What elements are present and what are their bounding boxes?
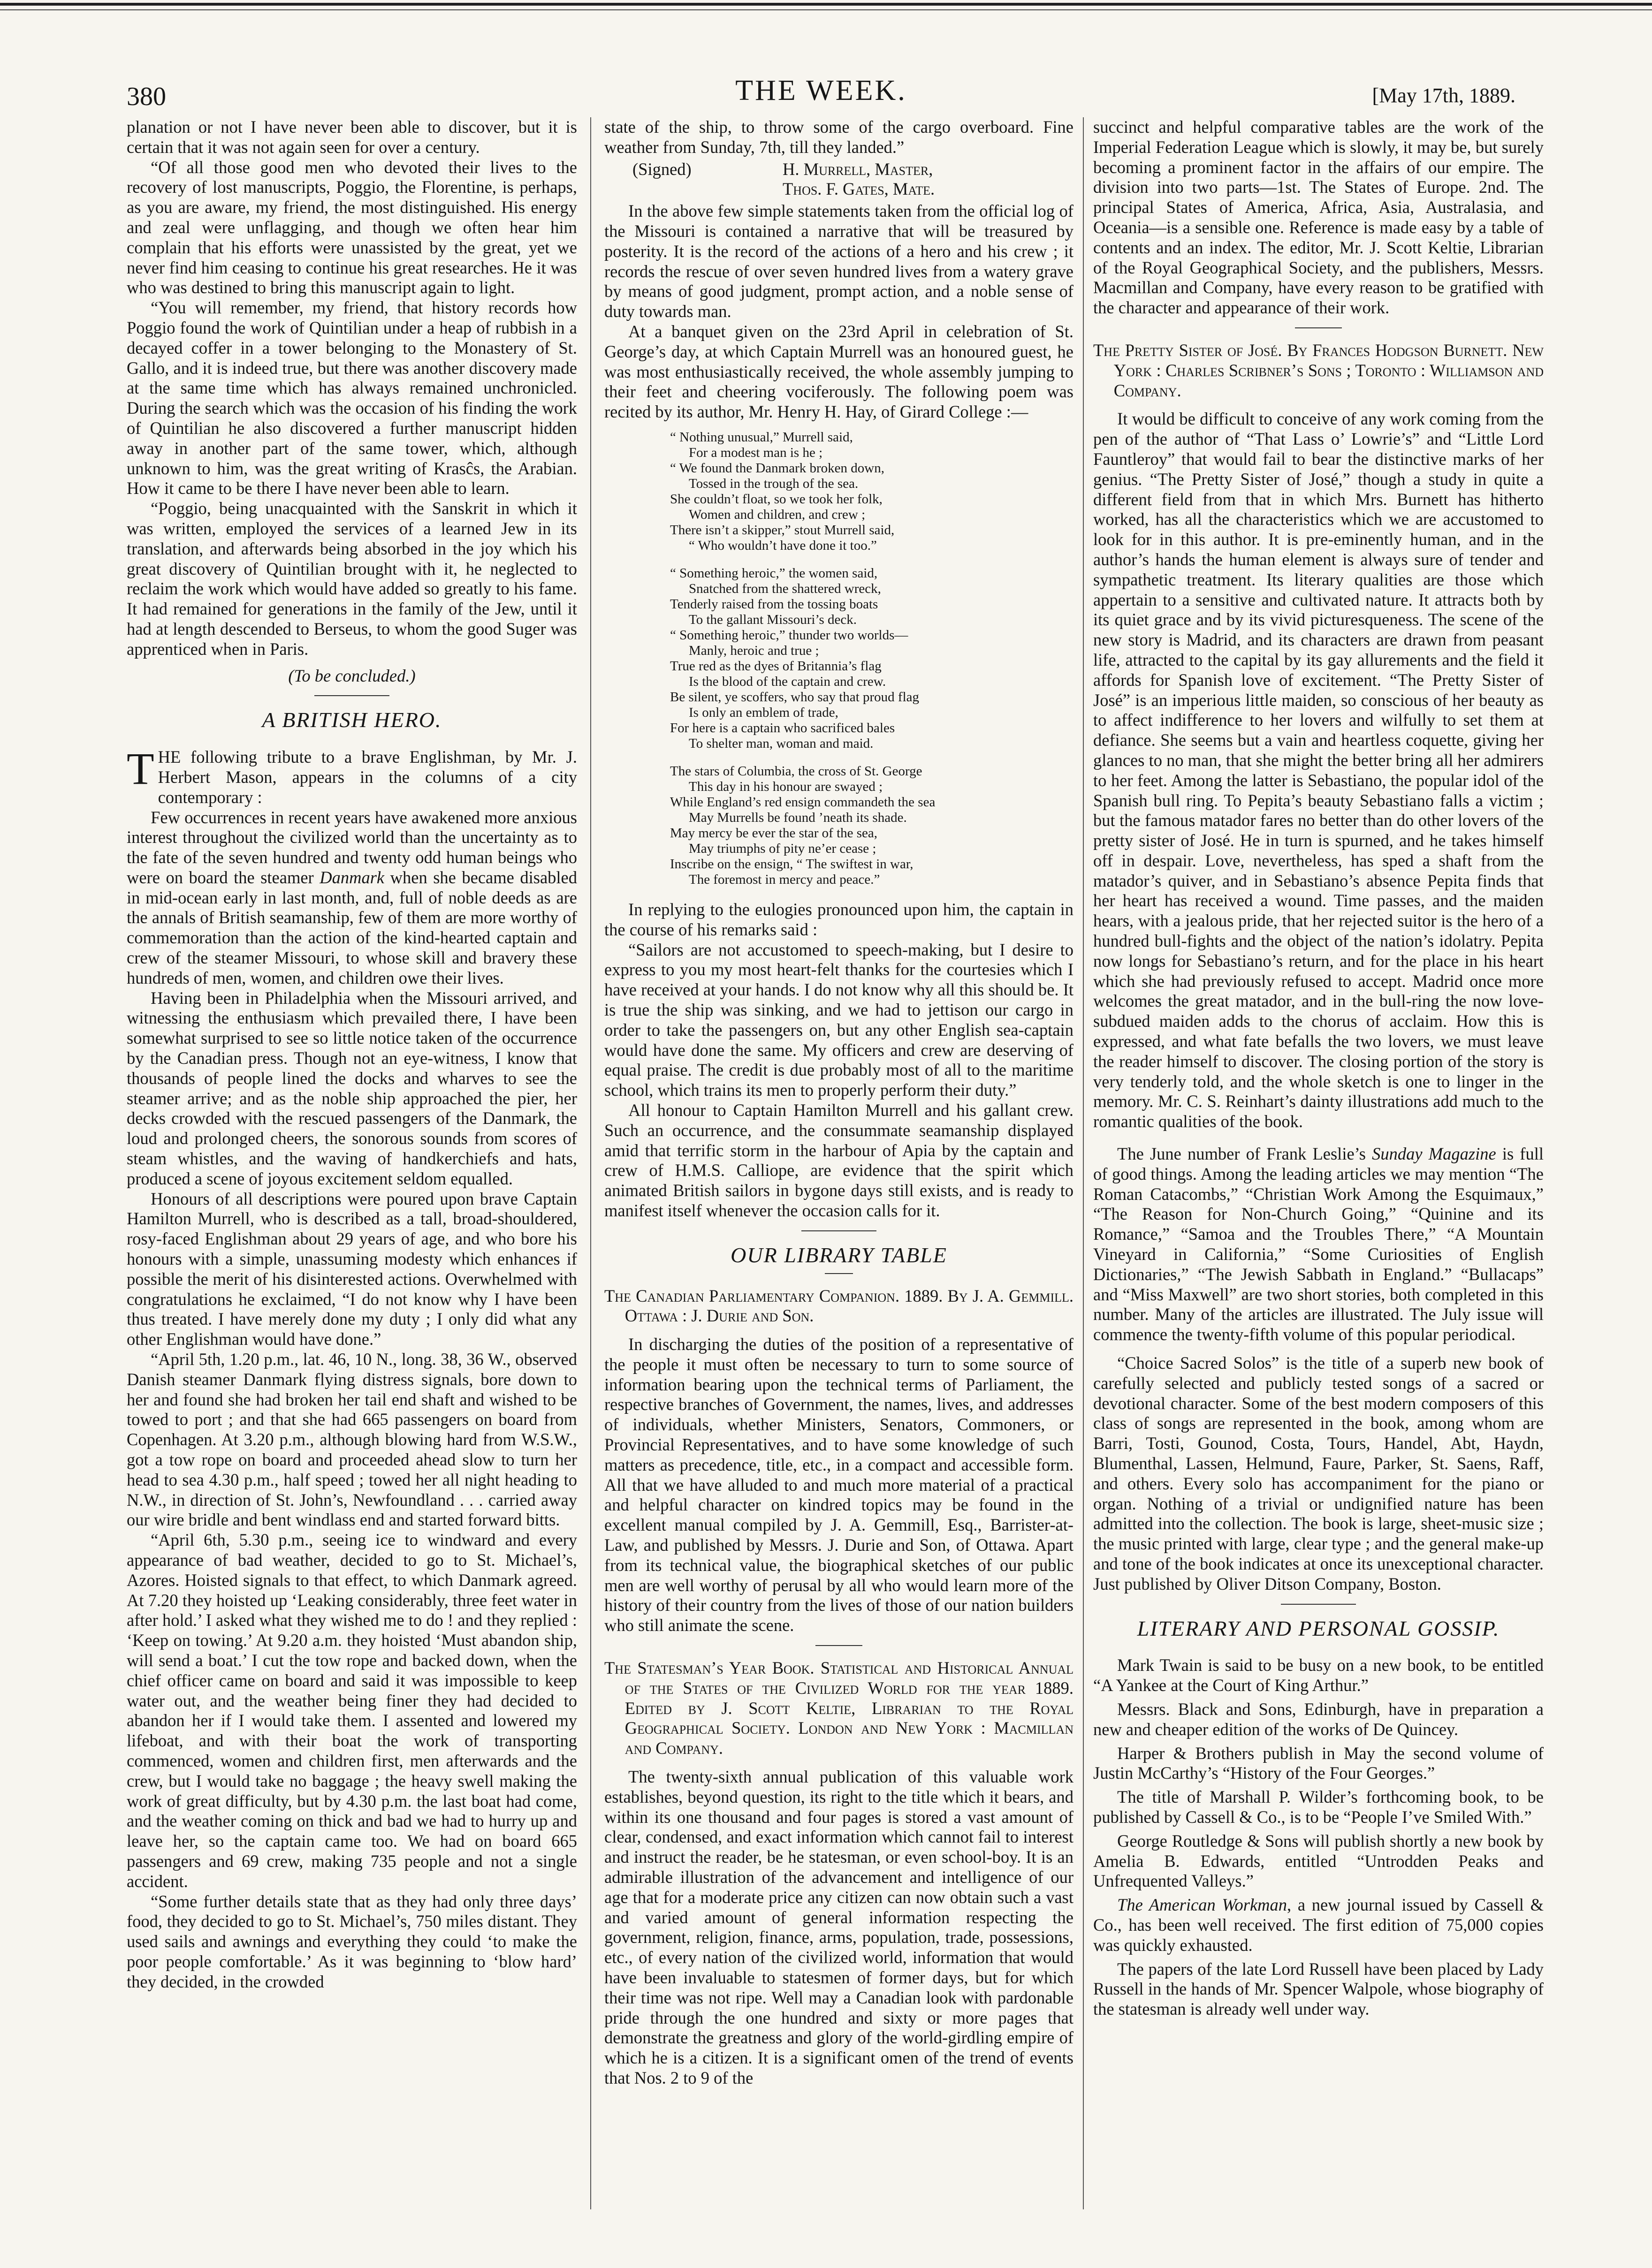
- review-divider: [815, 1645, 862, 1646]
- gossip-item: Mark Twain is said to be busy on a new book, to be entitled “A Yankee at the Court of King Arthur.”: [1093, 1655, 1544, 1695]
- paragraph: succinct and helpful comparative tables are the work of the Imperial Federation League which is slowly, it may be, but surely becoming a prominent factor in the affairs of our empire. The division into two parts—1st. The States of Europe. 2nd. The principal States of America, Africa, Asia, Australasia, and Oceania—is a sensible one. Reference is made easy by a table of contents and an index. The editor, Mr. J. Scott Keltie, Librarian of the Royal Geographical Society, and the publishers, Messrs. Macmillan and Company, have every reason to be gratified with the character and appearance of their work.: [1093, 117, 1544, 318]
- paragraph: “Sailors are not accustomed to speech-making, but I desire to express to you my most heart-felt thanks for the courtesies which I have received at your hands. I do not know why all this should be. It is true the ship was sinking, and we had to jettison our cargo in order to take the passengers on, but any other English sea-captain would have done the same. My officers and crew are deserving of equal praise. The credit is due probably most of all to the maritime school, which trains its men to properly perform their duty.”: [604, 940, 1073, 1100]
- column-divider-1: [590, 117, 591, 2209]
- book-title-entry: The Statesman’s Year Book. Statistical and Historical Annual of the States of the Civilized World for the year 1889. Edited by J. Scott Keltie, Librarian to the Royal Geographical Society. London and New York : Macmillan and Company.: [604, 1658, 1073, 1758]
- poem-line: Tenderly raised from the tossing boats: [670, 596, 878, 612]
- book-title-entry: The Canadian Parliamentary Companion. 1889. By J. A. Gemmill. Ottawa : J. Durie and Son.: [604, 1286, 1073, 1326]
- paragraph: “Choice Sacred Solos” is the title of a superb new book of carefully selected and publicly tested songs of a sacred or devotional character. Some of the best modern composers of this class of songs are represented in the book, among whom are Barri, Tosti, Gounod, Costa, Tours, Handel, Abt, Haydn, Blumenthal, Lassen, Helmund, Faure, Parker, St. Saens, Raff, and others. Every solo has accompaniment for the piano or organ. Nothing of a trivial or undignified nature has been admitted into the collection. The book is large, sheet-music size ; the music printed with large, clear type ; and the general make-up and tone of the book indicates at once its unexceptional character. Just published by Oliver Ditson Company, Boston.: [1093, 1353, 1544, 1593]
- poem-line: “ Nothing unusual,” Murrell said,: [670, 429, 853, 445]
- top-border-rule-thin: [0, 9, 1652, 10]
- paragraph: “You will remember, my friend, that history records how Poggio found the work of Quintilian under a heap of rubbish in a decayed coffer in a tower belonging to the Monastery of St. Gallo, and it is indeed true, but there was another discovery made at the same time which has always remained unchronicled. During the search which was the occasion of his finding the work of Quintilian he also discovered a further manuscript hidden away in another part of the same tower, which, although unknown to him, was the great writing of Krasĉs, the Arabian. How it came to be there I have never been able to learn.: [127, 298, 577, 498]
- section-heading-library-table: OUR LIBRARY TABLE: [731, 1243, 947, 1267]
- paragraph: It would be difficult to conceive of any work coming from the pen of the author of “That Lass o’ Lowrie’s” and “Little Lord Fauntleroy” that would fail to bear the distinctive marks of her genius. “The Pretty Sister of José,” though a study in quite a different field from that in which Mrs. Burnett has hitherto worked, has all the characteristics which we are accustomed to look for in this author. It is pre-eminently human, and in the author’s hands the human element is always sure of tender and sympathetic treatment. Its literary qualities are those which appertain to a sensitive and cultivated nature. It attracts both by its quiet grace and by its vivid picturesqueness. The scene of the new story is Madrid, and its characters are drawn from peasant life, attracted to the capital by its gay allurements and the field it affords for Spanish love of excitement. “The Pretty Sister of José” is an imperious little maiden, so conscious of her beauty as to affect indifference to her lovers and wilfully to set them at defiance. She seems but a vain and heartless coquette, giving her glances to no man, that she might the better bring all her admirers to her feet. Among the latter is Sebastiano, the popular idol of the Spanish bull ring. To Pepita’s beauty Sebastiano falls a victim ; but the famous matador fares no better than do other lovers of the pretty sister of José. He in turn is spurned, and he takes himself off in despair. Love, nevertheless, has sped a shaft from the matador’s quiver, and in Sebastiano’s absence Pepita finds that her heart has received a wound. Time passes, and the maiden hears, with a jealous pride, that her rejected suitor is the hero of a hundred bull-fights and the object of the nation’s idolatry. Pepita now longs for Sebastiano’s return, and for the place in his heart which she had previously refused to accept. Madrid once more welcomes the great matador, and in the bull-ring the now love-subdued maiden adds to the chorus of acclaim. How this is expressed, and what fate befalls the two lovers, we must leave the reader himself to discover. The closing portion of the story is very tenderly told, and the whole sketch is one to linger in the memory. Mr. C. S. Reinhart’s dainty illustrations add much to the romantic qualities of the book.: [1093, 409, 1544, 1131]
- gossip-item: The title of Marshall P. Wilder’s forthcoming book, to be published by Cassell & Co., is to be “People I’ve Smiled With.”: [1093, 1787, 1544, 1827]
- poem-line: May triumphs of pity ne’er cease ;: [689, 841, 876, 856]
- poem-line: To the gallant Missouri’s deck.: [689, 612, 857, 627]
- paragraph: The June number of Frank Leslie’s Sunday Magazine is full of good things. Among the leading articles we may mention “The Roman Catacombs,” “Christian Work Among the Esquimaux,” “The Reason for Non-Church Going,” “Quinine and its Romance,” “Samoa and the Troubles There,” “A Mountain Vineyard in California,” “Some Curiosities of English Dictionaries,” “The Jewish Sabbath in England.” “Bullacaps” and “Miss Maxwell” are two short stories, both completed in this number. Many of the articles are illustrated. The July issue will commence the twenty-fifth volume of this popular periodical.: [1093, 1144, 1544, 1344]
- review-divider: [1295, 327, 1342, 328]
- poem-line: “ Something heroic,” the women said,: [670, 565, 878, 581]
- poem-line: Is only an emblem of trade,: [689, 705, 838, 720]
- paragraph: Honours of all descriptions were poured upon brave Captain Hamilton Murrell, who is described as a tall, broad-shouldered, rosy-faced Englishman about 29 years of age, and who bore his honours with a simple, unassuming modesty which enhances if possible the merit of his disinterested actions. Overwhelmed with congratulations he exclaimed, “I do not know why I have been thus treated. I have merely done my duty ; I only did what any other Englishman would have done.”: [127, 1189, 577, 1349]
- section-divider: [801, 1230, 876, 1231]
- poem-line: The foremost in mercy and peace.”: [689, 872, 880, 887]
- journal-title: The American Workman: [1117, 1895, 1287, 1915]
- paragraph: In replying to the eulogies pronounced upon him, the captain in the course of his remarks said :: [604, 899, 1073, 939]
- poem-line: For a modest man is he ;: [689, 445, 823, 460]
- paragraph: Few occurrences in recent years have awakened more anxious interest throughout the civilized world than the uncertainty as to the fate of the seven hundred and twenty odd human beings who were on board the steamer Danmark when she became disabled in mid-ocean early in last month, and, full of noble deeds as are the annals of British seamanship, few of them are more worthy of commemoration than the action of the kind-hearted captain and crew of the steamer Missouri, to whose skill and bravery these hundreds of men, women, and children owe their lives.: [127, 807, 577, 987]
- lead-text: HE following tribute to a brave Englishman, by Mr. J. Herbert Mason, appears in the columns of a city contemporary :: [158, 747, 577, 807]
- to-be-concluded-note: (To be concluded.): [288, 666, 416, 685]
- paragraph: “Some further details state that as they had only three days’ food, they decided to go to St. Michael’s, 750 miles distant. They used sails and awnings and everything they could ‘to make the poor people comfortable.’ As it was beginning to ‘blow hard’ they decided, in the crowded: [127, 1891, 577, 1991]
- poem-line: She couldn’t float, so we took her folk,: [670, 491, 883, 507]
- paragraph: “Poggio, being unacquainted with the Sanskrit in which it was written, employed the services of a learned Jew in its translation, and afterwards being absorbed in the joy which his great discovery of Quintilian brought with it, he neglected to reclaim the work which would have added so greatly to his fame. It had remained for generations in the family of the Jew, until it had at length descended to Berseus, to whom the good Suger was apprenticed when in Paris.: [127, 499, 577, 659]
- gossip-item: The papers of the late Lord Russell have been placed by Lady Russell in the hands of Mr. Spencer Walpole, whose biography of the statesman is already well under way.: [1093, 1959, 1544, 2019]
- poem-line: True red as the dyes of Britannia’s flag: [670, 658, 882, 674]
- signatory-mate: Thos. F. Gates, Mate.: [783, 179, 935, 199]
- running-title: THE WEEK.: [735, 75, 907, 106]
- poem-line: “ We found the Danmark broken down,: [670, 460, 884, 476]
- poem: [670, 430, 1073, 887]
- poem-line: Snatched from the shattered wreck,: [689, 581, 881, 596]
- poem-line: This day in his honour are swayed ;: [689, 779, 883, 794]
- paragraph: All honour to Captain Hamilton Murrell and his gallant crew. Such an occurrence, and the consummate seamanship displayed amid that terrific storm in the harbour of Apia by the captain and crew of H.M.S. Calliope, are evidence that the spirit which animated British sailors in bygone days still exists, and is ready to manifest itself whenever the occasion calls for it.: [604, 1100, 1073, 1220]
- poem-line: Inscribe on the ensign, “ The swiftest in war,: [670, 856, 914, 872]
- paragraph: Having been in Philadelphia when the Missouri arrived, and witnessing the enthusiasm which prevailed there, I have been somewhat surprised to see so little notice taken of the occurrence by the Canadian press. Though not an eye-witness, I know that thousands of people lined the docks and wharves to see the steamer arrive; and as the noble ship approached the pier, her decks crowded with the rescued passengers of the Danmark, the loud and prolonged cheers, the sonorous sounds from scores of steam whistles, and the waving of handkerchiefs and hats, produced a scene of joyous excitement seldom equalled.: [127, 988, 577, 1188]
- book-title-entry: The Pretty Sister of José. By Frances Hodgson Burnett. New York : Charles Scribner’s Sons ; Toronto : Williamson and Company.: [1093, 340, 1544, 400]
- column-divider-2: [1083, 117, 1084, 2209]
- ship-name: Danmark: [320, 867, 385, 887]
- paragraph: In the above few simple statements taken from the official log of the Missouri is contained a narrative that will be treasured by posterity. It is the record of the actions of a hero and his crew ; it records the rescue of over seven hundred lives from a watery grave by means of good judgment, prompt action, and a noble sense of duty towards man.: [604, 201, 1073, 321]
- top-border-rule: [0, 3, 1652, 6]
- page-header: [127, 70, 1515, 113]
- section-heading-gossip: LITERARY AND PERSONAL GOSSIP.: [1137, 1616, 1500, 1640]
- paragraph: The twenty-sixth annual publication of this valuable work establishes, beyond question, its right to the title which it bears, and within its one thousand and four pages is stored a vast amount of clear, condensed, and exact information which cannot fail to interest and instruct the reader, be he statesman, or even school-boy. It is an admirable illustration of the advancement and intelligence of our age that for a moderate price any citizen can now obtain such a vast and varied amount of general information respecting the government, religion, finance, arms, population, trade, possessions, etc., of every nation of the civilized world, information that would have been invaluable to statesmen of former days, but for which their time was not ripe. Well may a Canadian look with pardonable pride through the one hundred and sixty or more pages that demonstrate the greatness and glory of the world-girdling empire of which he is a citizen. It is a significant omen of the trend of events that Nos. 2 to 9 of the: [604, 1767, 1073, 2087]
- poem-line: While England’s red ensign commandeth the sea: [670, 794, 936, 810]
- paragraph: At a banquet given on the 23rd April in celebration of St. George’s day, at which Captain Murrell was an honoured guest, he was most enthusiastically received, the whole assembly jumping to their feet and cheering vociferously. The following poem was recited by its author, Mr. Henry H. Hay, of Girard College :—: [604, 321, 1073, 422]
- section-divider-small: [825, 1273, 853, 1274]
- poem-line: May mercy be ever the star of the sea,: [670, 825, 878, 841]
- poem-stanza-3: [670, 764, 1073, 887]
- magazine-title: Sunday Magazine: [1372, 1144, 1496, 1164]
- column-3: [1093, 117, 1544, 2238]
- drop-cap: T: [127, 743, 154, 794]
- section-divider: [1281, 1604, 1356, 1605]
- paragraph: state of the ship, to throw some of the cargo overboard. Fine weather from Sunday, 7th, till they landed.”: [604, 117, 1073, 157]
- gossip-item: Harper & Brothers publish in May the second volume of Justin McCarthy’s “History of the Four Georges.”: [1093, 1743, 1544, 1783]
- gossip-item: The American Workman, a new journal issued by Cassell & Co., has been well received. The first edition of 75,000 copies was quickly exhausted.: [1093, 1895, 1544, 1955]
- signatory-master: H. Murrell, Master,: [783, 159, 933, 179]
- paragraph: “April 6th, 5.30 p.m., seeing ice to windward and every appearance of bad weather, decided to go to St. Michael’s, Azores. Hoisted signals to that effect, to which Danmark agreed. At 7.20 they hoisted up ‘Leaking considerably, three feet water in after hold.’ I asked what they wished me to do ! and they replied : ‘Keep on towing.’ At 9.20 a.m. they hoisted ‘Must abandon ship, will send a boat.’ I cut the tow rope and backed down, when the chief officer came on board and said it was impossible to keep water out, and the weather being finer they had decided to abandon her if I would take them. I assented and lowered my lifeboat, and with their boat the work of transporting commenced, women and children first, men afterwards and the crew, but I would take no baggage ; the heavy swell making the work of great difficulty, but by 4.30 p.m. the last boat had come, and the weather coming on thick and bad we had to hurry up and leave her, so the captain came too. We had on board 665 passengers and 69 crew, making 735 people and not a single accident.: [127, 1530, 577, 1891]
- column-1: [127, 117, 577, 2238]
- column-2: [604, 117, 1073, 2238]
- paragraph: “Of all those good men who devoted their lives to the recovery of lost manuscripts, Poggio, the Florentine, is perhaps, as you are aware, my friend, the most distinguished. His energy and zeal were unflagging, and though we often hear him complain that his efforts were unassisted by the great, yet we never find him ceasing to continue his great researches. He it was who was destined to bring this manuscript again to light.: [127, 157, 577, 297]
- gossip-item: Messrs. Black and Sons, Edinburgh, have in preparation a new and cheaper edition of the works of De Quincey.: [1093, 1699, 1544, 1739]
- poem-line: Is the blood of the captain and crew.: [689, 674, 886, 689]
- poem-line: “ Something heroic,” thunder two worlds—: [670, 627, 908, 643]
- paragraph: planation or not I have never been able to discover, but it is certain that it was not again seen for over a century.: [127, 117, 577, 157]
- page-number: 380: [127, 82, 166, 111]
- poem-line: There isn’t a skipper,” stout Murrell said,: [670, 522, 895, 538]
- poem-line: Tossed in the trough of the sea.: [689, 476, 859, 491]
- poem-line: The stars of Columbia, the cross of St. George: [670, 763, 922, 779]
- paragraph: “April 5th, 1.20 p.m., lat. 46, 10 N., long. 38, 36 W., observed Danish steamer Danmark flying distress signals, bore down to her and found she had broken her tail end shaft and wished to be towed to port ; and that she had 665 passengers on board from Copenhagen. At 3.20 p.m., although blowing hard from W.S.W., got a tow rope on board and proceeded ahead slow to turn her head to sea 4.30 p.m., half speed ; towed her all night heading to N.W., in direction of St. John’s, Newfoundland . . . carried away our wire bridle and bent windlass end and started forward bitts.: [127, 1350, 577, 1530]
- poem-line: Women and children, and crew ;: [689, 507, 866, 522]
- poem-stanza-1: [670, 430, 1073, 554]
- gossip-item: George Routledge & Sons will publish shortly a new book by Amelia B. Edwards, entitled “Untrodden Peaks and Unfrequented Valleys.”: [1093, 1831, 1544, 1891]
- poem-line: To shelter man, woman and maid.: [689, 736, 874, 751]
- paragraph: In discharging the duties of the position of a representative of the people it must often be necessary to turn to some source of information bearing upon the technical terms of Parliament, the respective branches of Government, the names, lives, and addresses of individuals, whether Ministers, Senators, Commoners, or Provincial Representatives, and to have some knowledge of such matters as precedence, title, etc., in a compact and accessible form. All that we have alluded to and much more material of a practical and helpful character on kindred topics may be found in the excellent manual compiled by J. A. Gemmill, Esq., Barrister-at-Law, and published by Messrs. J. Durie and Son, of Ottawa. Apart from its technical value, the biographical sketches of our public men are well worthy of perusal by all who would learn more of the history of their country from the lives of those of our nation builders who still animate the scene.: [604, 1335, 1073, 1635]
- signed-label: (Signed): [632, 159, 692, 179]
- log-signature: [604, 159, 1073, 200]
- poem-line: Manly, heroic and true ;: [689, 643, 819, 658]
- poem-line: May Murrells be found ’neath its shade.: [689, 810, 907, 825]
- section-divider: [314, 695, 389, 696]
- article-lead: [127, 743, 577, 807]
- poem-line: For here is a captain who sacrificed bales: [670, 720, 895, 736]
- poem-line: Be silent, ye scoffers, who say that proud flag: [670, 689, 920, 705]
- issue-date: [May 17th, 1889.: [1372, 84, 1515, 107]
- poem-stanza-2: [670, 566, 1073, 751]
- poem-line: “ Who wouldn’t have done it too.”: [689, 538, 877, 553]
- section-heading-british-hero: A BRITISH HERO.: [262, 708, 442, 732]
